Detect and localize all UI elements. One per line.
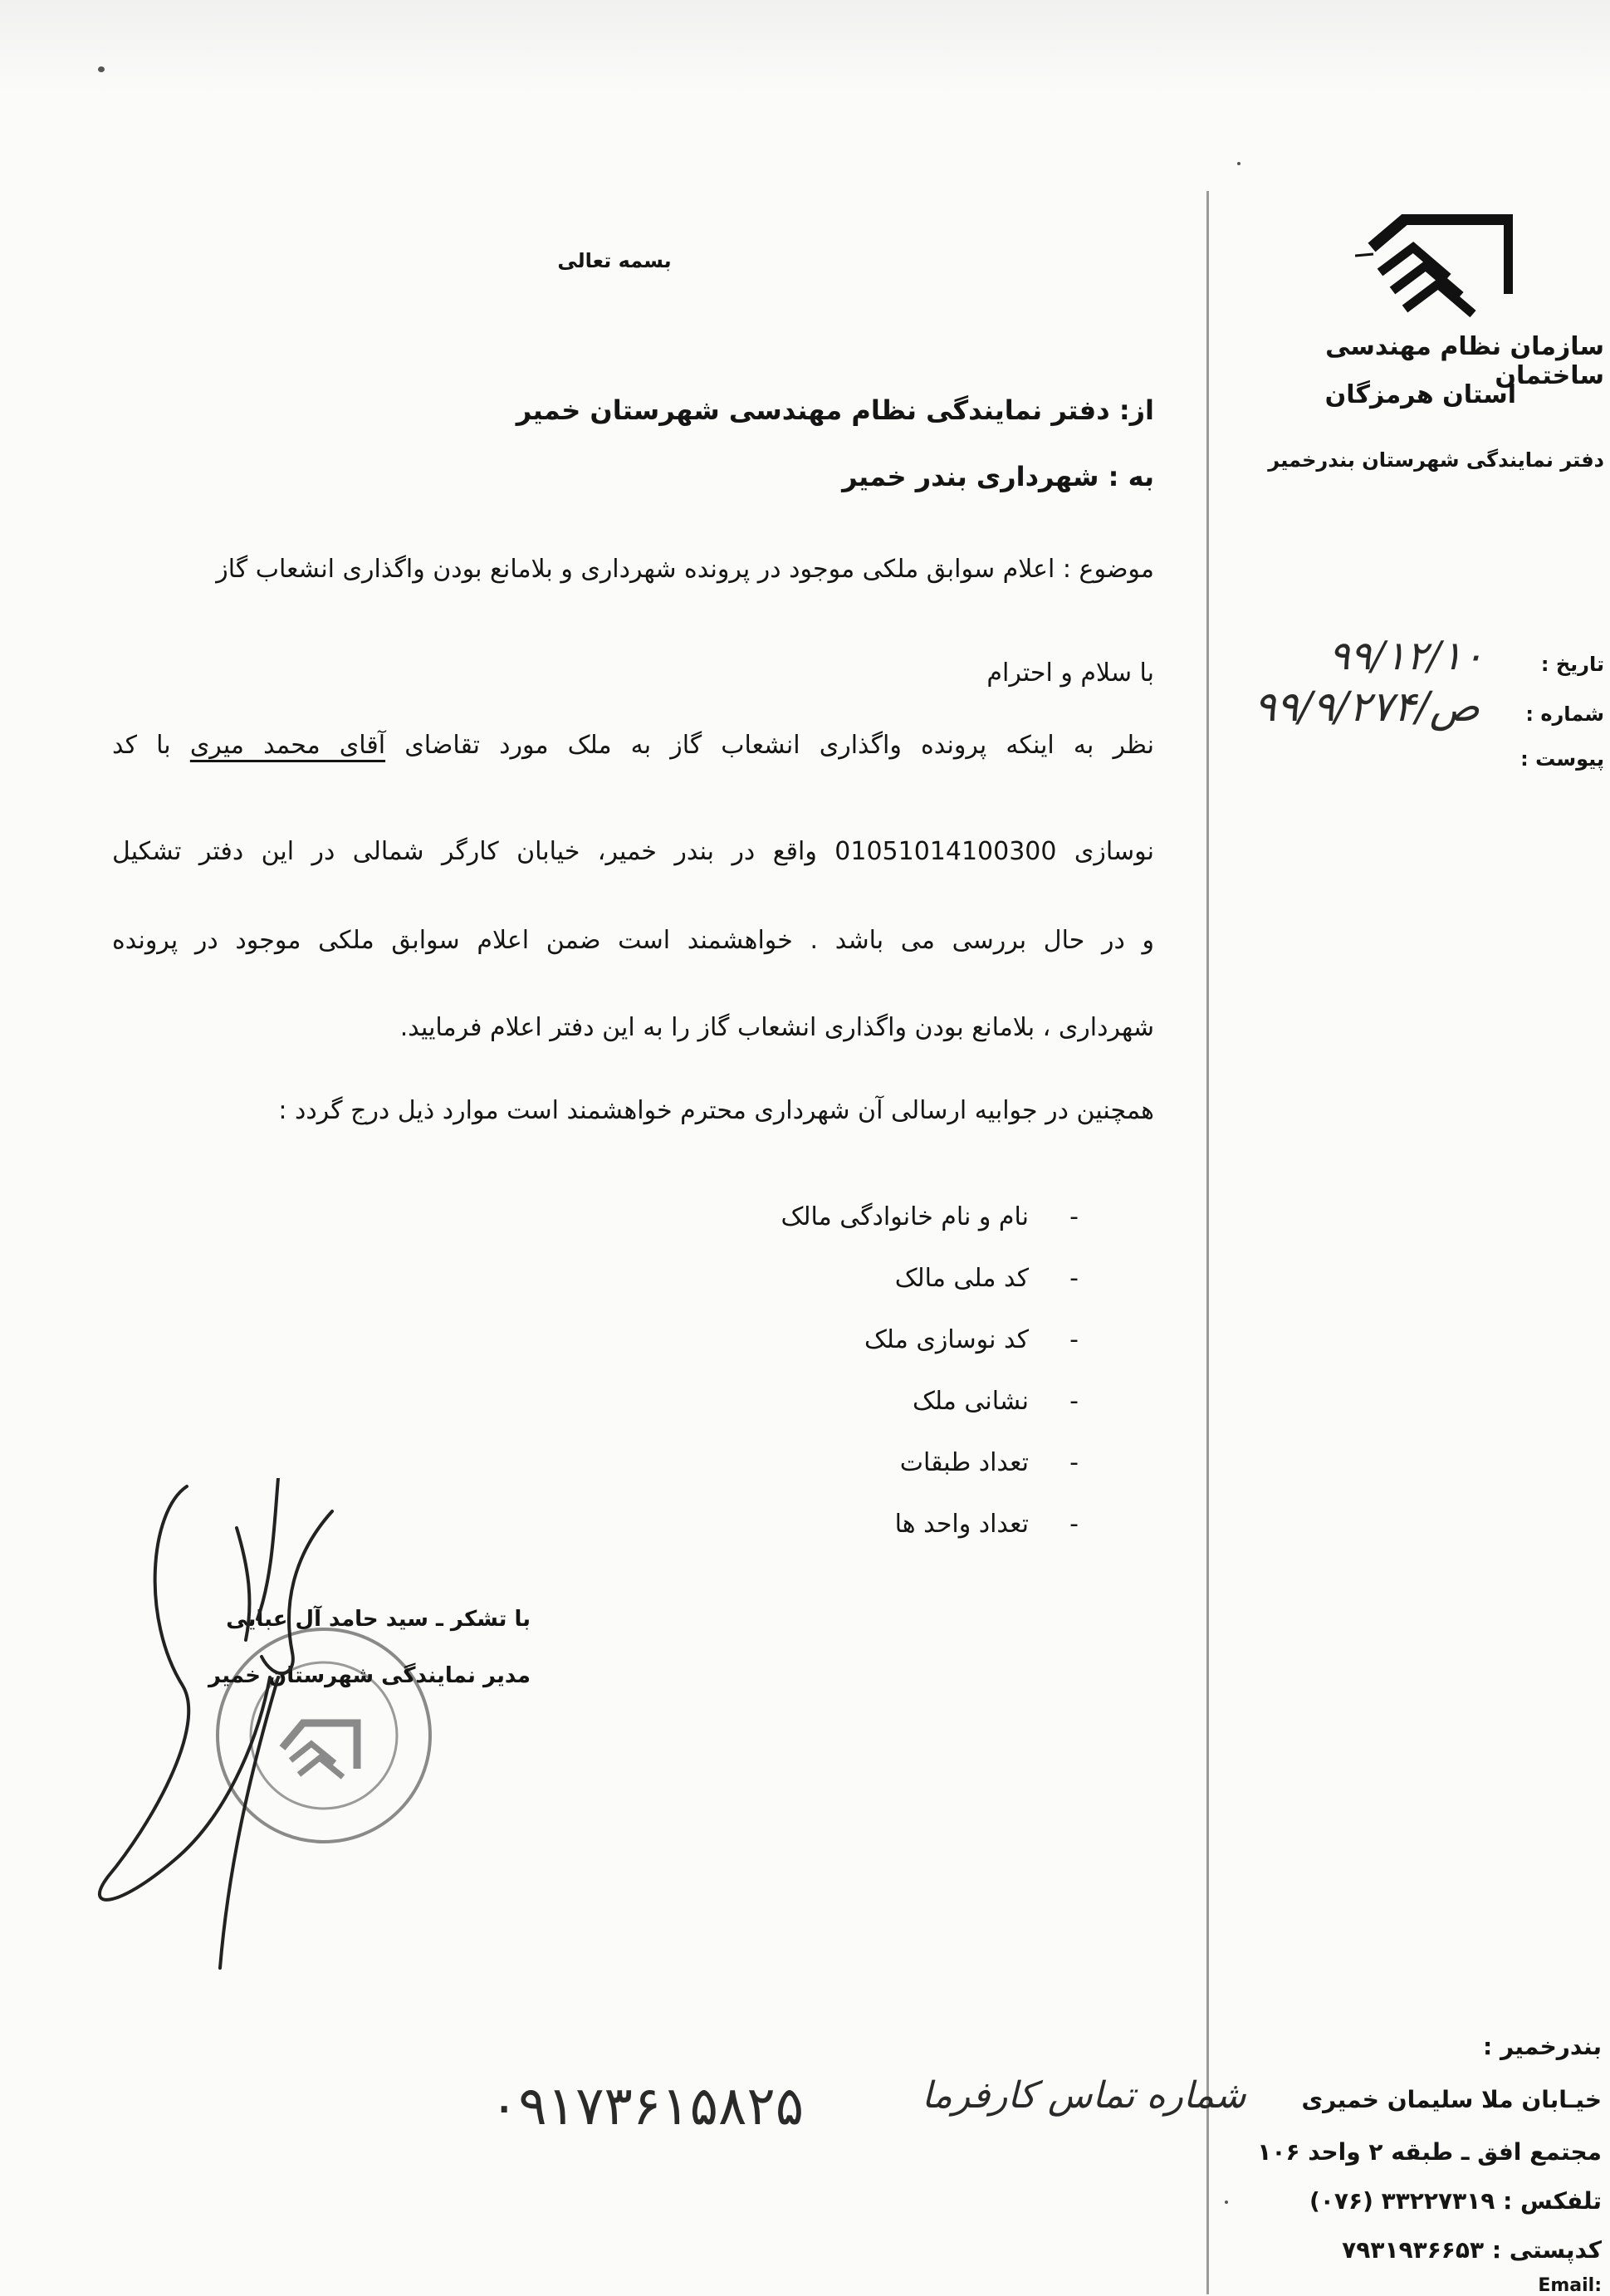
footer-email: Email: [1538,2275,1602,2296]
footer-postal: کدپستی : ۷۹۳۱۹۳۶۶۵۳ [1342,2236,1602,2264]
body-line-1-part2: با کد [112,731,171,760]
body-line-5: همچنین در جوابیه ارسالی آن شهرداری محترم خواهشمند است موارد ذیل درج گردد : [278,1096,1154,1125]
requested-items-list [663,1202,1079,1571]
handwritten-signature [83,1478,357,1976]
applicant-name: آقای محمد میری [189,731,386,760]
body-line-1-part1: نظر به اینکه پرونده واگذاری انشعاب گاز به ملک مورد تقاضای [404,731,1154,760]
date-value: ۹۹/۱۲/۱۰ [1329,633,1485,679]
body-line-2: نوسازی 01051014100300 واقع در بندر خمیر، خیابان کارگر شمالی در این دفتر تشکیل [112,837,1154,866]
list-item: - نام و نام خانوادگی مالک [781,1202,1079,1231]
org-logo-icon [1355,214,1513,330]
footer-phone: تلفکس : ۳۳۲۲۷۳۱۹ (۰۷۶) [1309,2187,1602,2215]
number-value: ص/۹۹/۹/۲۷۴ [1254,683,1480,731]
letter-greeting: با سلام و احترام [986,658,1154,688]
number-label: شماره : [1525,703,1604,726]
list-item: - نشانی ملک [913,1387,1079,1416]
signer-title: مدیر نمایندگی شهرستان خمیر [208,1663,531,1688]
date-label: تاریخ : [1540,653,1604,676]
footer-street: خیـابان ملا سلیمان خمیری [1301,2086,1602,2113]
list-item: - کد نوسازی ملک [864,1325,1079,1354]
handwritten-phone-label: شماره تماس کارفرما [922,2074,1246,2117]
handwritten-phone: ۰۹۱۷۳۶۱۵۸۲۵ [490,2076,805,2137]
attachment-label: پیوست : [1520,747,1604,771]
closing-line: با تشکر ـ سید حامد آل عبایی [226,1607,531,1632]
list-item: - تعداد طبقات [899,1448,1079,1477]
scan-speck [1237,162,1241,165]
body-line-3: و در حال بررسی می باشد . خواهشمند است ضمن اعلام سوابق ملکی موجود در پرونده [112,926,1154,955]
list-item: - تعداد واحد ها [894,1510,1079,1539]
footer-complex: مجتمع افق ـ طبقه ۲ واحد ۱۰۶ [1257,2138,1602,2166]
footer-city: بندرخمیر : [1483,2033,1602,2060]
list-item: - کد ملی مالک [894,1264,1079,1293]
column-divider [1206,191,1209,2294]
org-name-line1: سازمان نظام مهندسی ساختمان [1325,332,1604,390]
letter-to: به : شهرداری بندر خمیر [842,461,1154,492]
org-office: دفتر نمایندگی شهرستان بندرخمیر [1268,448,1604,472]
body-line-1 [112,731,1154,760]
bism-heading: بسمه تعالی [557,249,672,272]
body-line-4: شهرداری ، بلامانع بودن واگذاری انشعاب گاز را به این دفتر اعلام فرمایید. [399,1013,1154,1042]
letter-from: از: دفتر نمایندگی نظام مهندسی شهرستان خمیر [516,394,1154,426]
scan-speck [98,66,105,72]
scan-shadow [0,0,1610,91]
org-name-line2: استان هرمزگان [1324,380,1516,409]
letter-subject: موضوع : اعلام سوابق ملکی موجود در پرونده شهرداری و بلامانع بودن واگذاری انشعاب گاز [216,555,1154,584]
